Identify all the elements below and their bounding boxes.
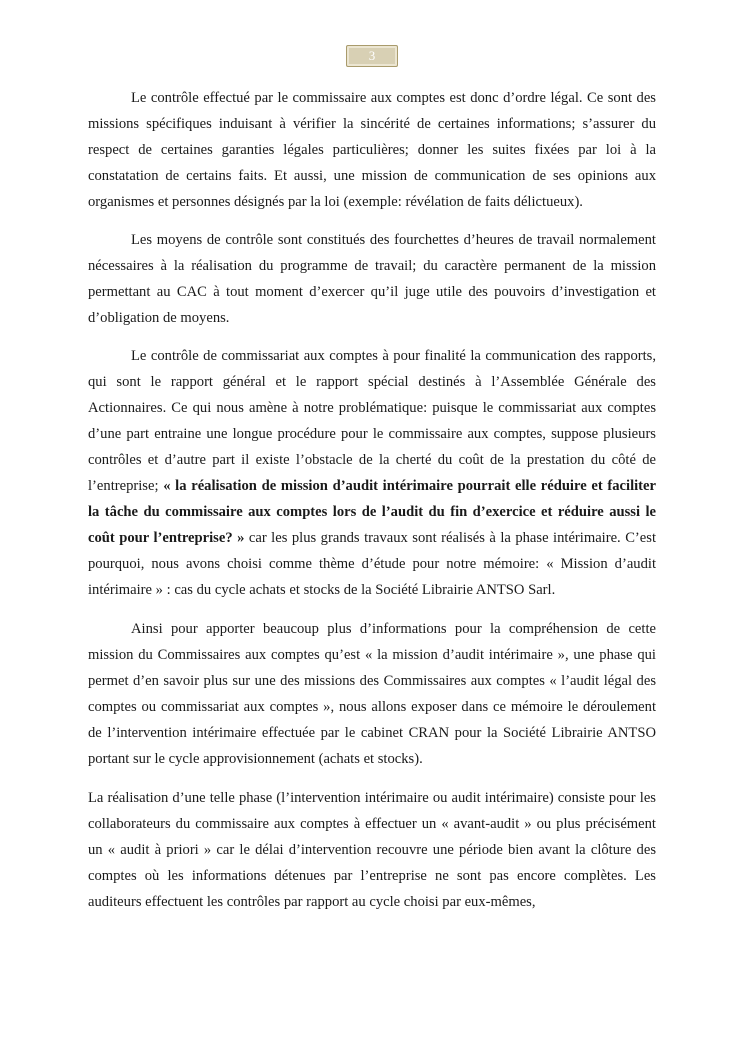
paragraph-problematic <box>88 343 656 603</box>
paragraph-interim-phase: La réalisation d’une telle phase (l’intervention intérimaire ou audit intérimaire) consiste pour les collaborateurs du commissaire aux comptes à effectuer un « avant-audit » ou plus précisément un « audit à priori » car le délai d’intervention recouvre une période bien avant la clôture des comptes où les informations détenues par l’entreprise ne sont pas encore complètes. Les auditeurs effectuent les contrôles par rapport au cycle choisi par eux-mêmes, <box>88 790 656 910</box>
document-body <box>88 85 656 927</box>
problematic-intro: Le contrôle de commissariat aux comptes à pour finalité la communication des rapports, qui sont le rapport général et le rapport spécial destinés à l’Assemblée Générale des Actionnaires. Ce qui nous amène à notre problématique: puisque le commissariat aux comptes d’une part entraine une longue procédure pour le commissaire aux comptes, suppose plusieurs contrôles et d’autre part il existe l’obstacle de la cherté du coût de la prestation du côté de l’entreprise; <box>88 348 656 494</box>
paragraph-legal-control: Le contrôle effectué par le commissaire aux comptes est donc d’ordre légal. Ce sont des missions spécifiques induisant à vérifier la sincérité de certaines informations; s’assurer du respect de certaines garanties légales particulières; donner les suites fixées par loi à la constatation de certains faits. Et aussi, une mission de communication de ses opinions aux organismes et personnes désignés par la loi (exemple: révélation de faits délictueux). <box>88 90 656 210</box>
problematic-question: « la réalisation de mission d’audit intérimaire pourrait elle réduire et faciliter la tâche du commissaire aux comptes lors de l’audit du fin d’exercice et réduire aussi le coût pour l’entreprise? » <box>88 478 656 546</box>
problematic-conclusion: car les plus grands travaux sont réalisés à la phase intérimaire. C’est pourquoi, nous avons choisi comme thème d’étude pour notre mémoire: « Mission d’audit intérimaire » : cas du cycle achats et stocks de la Société Librairie ANTSO Sarl. <box>88 530 656 598</box>
paragraph-mission-intro: Ainsi pour apporter beaucoup plus d’informations pour la compréhension de cette mission du Commissaires aux comptes qu’est « la mission d’audit intérimaire », une phase qui permet d’en savoir plus sur une des missions des Commissaires aux comptes « l’audit légal des comptes ou commissariat aux comptes », nous allons exposer dans ce mémoire le déroulement de l’intervention intérimaire effectuée par le cabinet CRAN pour la Société Librairie ANTSO portant sur le cycle approvisionnement (achats et stocks). <box>88 621 656 767</box>
page-number: 3 <box>368 48 376 63</box>
page-number-badge <box>346 45 398 67</box>
paragraph-control-means: Les moyens de contrôle sont constitués des fourchettes d’heures de travail normalement nécessaires à la réalisation du programme de travail; du caractère permanent de la mission permettant au CAC à tout moment d’exercer qu’il juge utile des pouvoirs d’investigation et d’obligation de moyens. <box>88 232 656 326</box>
